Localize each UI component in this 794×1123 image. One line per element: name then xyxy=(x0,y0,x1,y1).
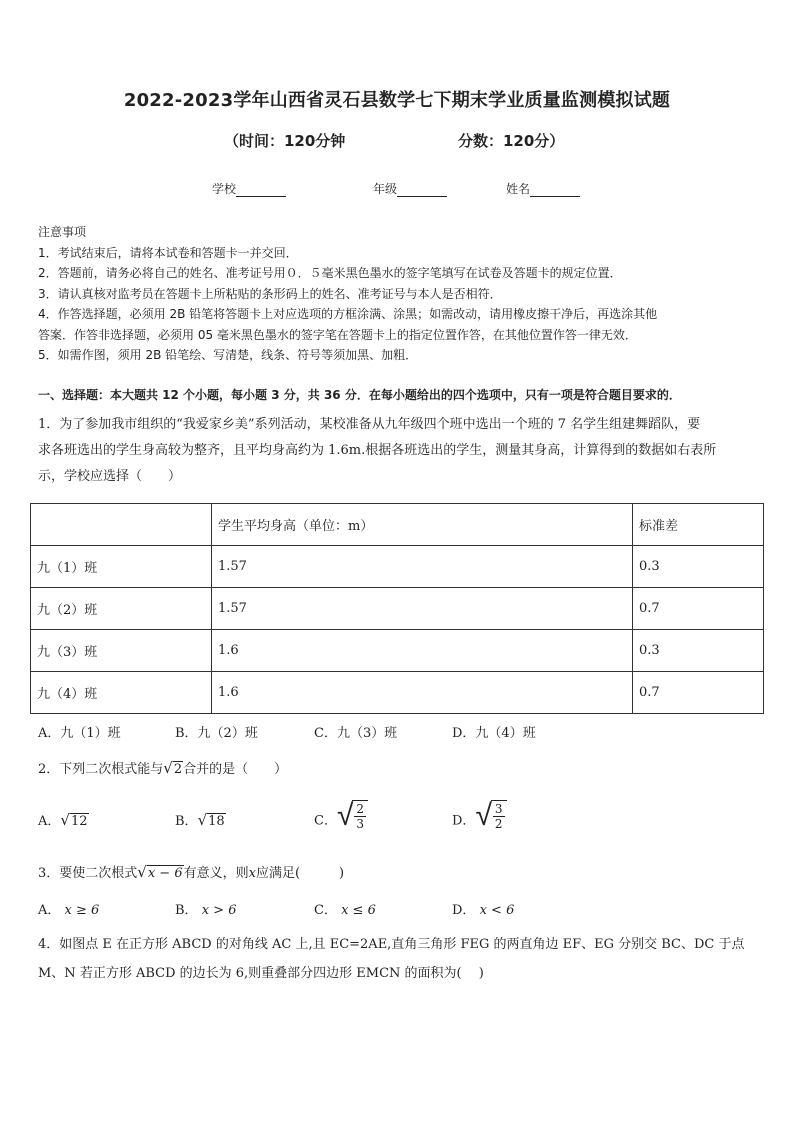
table-cell: 九（4）班 xyxy=(31,672,212,714)
sqrt-expression: √x − 6 xyxy=(137,863,183,881)
option-label: A． xyxy=(38,903,61,918)
option-c[interactable] xyxy=(314,899,376,918)
radicand: 18 xyxy=(208,814,225,829)
table-header-row xyxy=(31,504,764,546)
section-heading: 一、选择题：本大题共 12 个小题，每小题 3 分，共 36 分．在每小题给出的四个选项中，只有一项是符合题目要求的． xyxy=(38,388,681,402)
option-expression: x ≤ 6 xyxy=(341,903,376,918)
question-1-line: 示，学校应选择（ ） xyxy=(38,469,182,484)
table-cell: 1.6 xyxy=(212,672,633,714)
table-row xyxy=(31,630,764,672)
notice-item: 答案．作答非选择题，必须用 05 毫米黑色墨水的签字笔在答题卡上的指定位置作答，在其他位置作答一律无效． xyxy=(38,327,637,342)
option-b[interactable]: B．√18 xyxy=(175,811,225,829)
variable-x: x xyxy=(248,866,256,881)
notices xyxy=(38,222,756,366)
question-1-line: 求各班选出的学生身高较为整齐，且平均身高约为 1.6m.根据各班选出的学生，测量其身高，计算得到的数据如右表所 xyxy=(38,443,717,458)
grade-label: 年级 xyxy=(373,182,398,196)
option-b[interactable]: B．九（2）班 xyxy=(175,726,258,741)
question-1-line: 1．为了参加我市组织的“我爱家乡美”系列活动，某校准备从九年级四个班中选出一个班的 7 名学生组建舞蹈队，要 xyxy=(38,417,701,432)
fraction-denominator: 2 xyxy=(494,817,503,831)
option-label: B． xyxy=(175,903,198,918)
notice-item: 5．如需作图，须用 2B 铅笔绘、写清楚，线条、符号等须加黑、加粗． xyxy=(38,348,418,362)
sqrt-2: √2 xyxy=(163,759,183,777)
radicand: 2 xyxy=(173,762,183,777)
question-3-text: 应满足( ) xyxy=(255,866,345,881)
option-d[interactable] xyxy=(452,899,514,918)
question-3-text: 3．要使二次根式 xyxy=(38,866,138,881)
exam-title: 2022-2023学年山西省灵石县数学七下期末学业质量监测模拟试题 xyxy=(123,90,671,111)
radicand: 12 xyxy=(70,814,88,829)
option-label: D． xyxy=(452,903,476,918)
option-label: B． xyxy=(175,814,198,829)
notice-item: 1．考试结束后，请将本试卷和答题卡一并交回． xyxy=(38,245,298,260)
school-label: 学校 xyxy=(212,182,237,196)
question-2-text: 2．下列二次根式能与 xyxy=(38,762,164,777)
exam-time: （时间：120分钟 xyxy=(224,132,346,150)
option-expression: x < 6 xyxy=(479,903,515,918)
table-header-cell: 学生平均身高（单位：m） xyxy=(212,504,633,546)
table-cell: 九（3）班 xyxy=(31,630,212,672)
table-cell: 0.7 xyxy=(633,588,764,630)
question-1-stem xyxy=(38,412,758,490)
fraction-denominator: 3 xyxy=(356,817,365,831)
name-field xyxy=(506,180,580,197)
option-c[interactable]: C． √ $\frac{2}{3}$ xyxy=(314,800,368,831)
radicand: x − 6 xyxy=(147,866,183,881)
question-4-line: M、N 若正方形 ABCD 的边长为 6,则重叠部分四边形 EMCN 的面积为( ) xyxy=(38,966,484,981)
school-blank[interactable] xyxy=(236,184,286,197)
question-2-stem xyxy=(38,758,287,777)
table-row xyxy=(31,546,764,588)
table-cell: 1.57 xyxy=(212,546,633,588)
question-2-text: 合并的是（ ） xyxy=(183,762,288,777)
option-label: C． xyxy=(314,903,337,918)
name-label: 姓名 xyxy=(506,182,531,196)
notice-item: 2．答题前，请务必将自己的姓名、准考证号用０．５毫米黑色墨水的签字笔填写在试卷及答题卡的规定位置． xyxy=(38,266,622,280)
exam-score: 分数：120分） xyxy=(458,132,565,150)
question-3-text: 有意义，则 xyxy=(183,866,249,881)
grade-blank[interactable] xyxy=(397,184,447,197)
question-4-stem xyxy=(38,930,745,988)
table-cell: 九（1）班 xyxy=(31,546,212,588)
option-label: D． xyxy=(452,813,476,829)
table-row xyxy=(31,672,764,714)
school-field xyxy=(212,180,286,197)
option-c[interactable]: C．九（3）班 xyxy=(314,726,398,741)
notice-item: 3．请认真核对监考员在答题卡上所粘贴的条形码上的姓名、准考证号与本人是否相符． xyxy=(38,286,502,301)
name-blank[interactable] xyxy=(530,184,580,197)
table-row xyxy=(31,588,764,630)
table-cell: 1.6 xyxy=(212,630,633,672)
option-a[interactable]: A．九（1）班 xyxy=(38,726,121,741)
question-4-line: 4．如图点 E 在正方形 ABCD 的对角线 AC 上,且 EC=2AE,直角三角形 FEG 的两直角边 EF、EG 分别交 BC、DC 于点 xyxy=(38,937,745,952)
option-expression: x ≥ 6 xyxy=(64,903,100,918)
fraction-numerator: 3 xyxy=(494,802,503,816)
option-expression: x > 6 xyxy=(201,903,237,918)
fraction-numerator: 2 xyxy=(356,802,365,816)
table-cell: 1.57 xyxy=(212,588,633,630)
table-header-cell xyxy=(31,504,212,546)
table-header-cell: 标准差 xyxy=(633,504,764,546)
option-label: A． xyxy=(38,814,61,829)
notices-heading: 注意事项 xyxy=(38,225,87,239)
option-d[interactable]: D． √ $\frac{3}{2}$ xyxy=(452,800,507,831)
table-cell: 九（2）班 xyxy=(31,588,212,630)
notice-item: 4．作答选择题，必须用 2B 铅笔将答题卡上对应选项的方框涂满、涂黑；如需改动，请用橡皮擦干净后，再选涂其他 xyxy=(38,307,658,321)
table-cell: 0.7 xyxy=(633,672,764,714)
option-a[interactable] xyxy=(38,899,99,918)
question-3-stem xyxy=(38,862,344,881)
table-cell: 0.3 xyxy=(633,546,764,588)
height-table xyxy=(30,503,764,714)
option-label: C． xyxy=(314,813,337,829)
grade-field xyxy=(373,180,447,197)
option-d[interactable]: D．九（4）班 xyxy=(452,726,536,741)
option-b[interactable] xyxy=(175,899,236,918)
table-cell: 0.3 xyxy=(633,630,764,672)
option-a[interactable]: A．√12 xyxy=(38,811,88,829)
